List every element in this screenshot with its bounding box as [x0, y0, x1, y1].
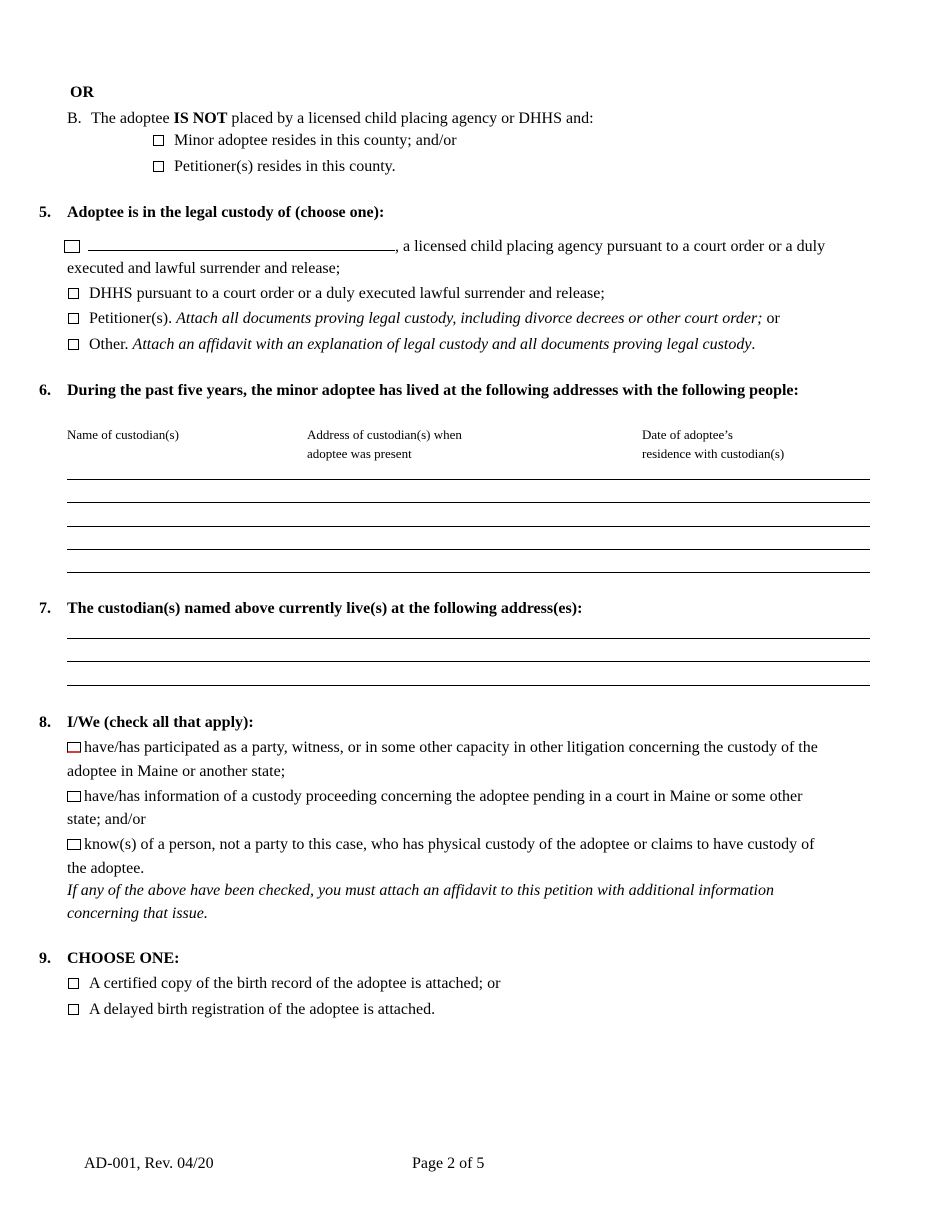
section-b-text: B. The adoptee IS NOT placed by a licensed child placing agency or DHHS and: [67, 110, 594, 127]
custodian-entry-line[interactable] [67, 479, 870, 480]
s8-option-person: know(s) of a person, not a party to this case, who has physical custody of the adoptee or claims to have custody of [67, 836, 814, 854]
custodian-entry-line[interactable] [67, 526, 870, 527]
page-number: Page 2 of 5 [412, 1155, 485, 1172]
custodian-entry-line[interactable] [67, 549, 870, 550]
col-header-name: Name of custodian(s) [67, 427, 179, 442]
b-letter: B. [67, 110, 82, 127]
section-5-heading: Adoptee is in the legal custody of (choose one): [67, 204, 385, 221]
section-9-heading: CHOOSE ONE: [67, 950, 180, 967]
s8-option-proceeding: have/has information of a custody proceeding concerning the adoptee pending in a court in Maine or some other [67, 788, 802, 806]
s9-option-certified: A certified copy of the birth record of the adoptee is attached; or [68, 975, 500, 993]
section-9-number: 9. [39, 950, 51, 967]
s8-note-l2: concerning that issue. [67, 905, 208, 922]
section-5-number: 5. [39, 204, 51, 221]
or-label: OR [70, 84, 94, 101]
checkbox[interactable] [67, 839, 81, 850]
checkbox[interactable] [67, 791, 81, 802]
col-header-date-l1: Date of adoptee’s [642, 427, 733, 442]
section-8-heading: I/We (check all that apply): [67, 714, 254, 731]
checkbox[interactable] [153, 135, 164, 146]
checkbox[interactable] [67, 742, 81, 753]
agency-name-blank[interactable] [88, 236, 395, 251]
form-id: AD-001, Rev. 04/20 [84, 1155, 214, 1172]
s8-option-person-cont: the adoptee. [67, 860, 145, 877]
section-6-heading: During the past five years, the minor adoptee has lived at the following addresses with the following people: [67, 382, 799, 399]
section-7-heading: The custodian(s) named above currently live(s) at the following address(es): [67, 600, 583, 617]
section-6-number: 6. [39, 382, 51, 399]
address-entry-line[interactable] [67, 661, 870, 662]
s5-option-dhhs: DHHS pursuant to a court order or a duly executed lawful surrender and release; [68, 285, 605, 303]
col-header-date-l2: residence with custodian(s) [642, 446, 785, 461]
checkbox[interactable] [153, 161, 164, 172]
checkbox[interactable] [68, 288, 79, 299]
checkbox[interactable] [68, 1004, 79, 1015]
checkbox[interactable] [68, 978, 79, 989]
custodian-entry-line[interactable] [67, 502, 870, 503]
s5-option-other: Other. Attach an affidavit with an explanation of legal custody and all documents proving legal custody. [68, 336, 755, 354]
custodian-entry-line[interactable] [67, 572, 870, 573]
address-entry-line[interactable] [67, 685, 870, 686]
b-option-county-minor: Minor adoptee resides in this county; and/or [153, 132, 457, 150]
s8-option-litigation-cont: adoptee in Maine or another state; [67, 763, 286, 780]
section-8-number: 8. [39, 714, 51, 731]
col-header-address-l2: adoptee was present [307, 446, 412, 461]
s5-option-petitioners: Petitioner(s). Attach all documents proving legal custody, including divorce decrees or other court order; or [68, 310, 780, 328]
s8-option-litigation: have/has participated as a party, witness, or in some other capacity in other litigation concerning the custody of the [67, 739, 818, 757]
checkbox[interactable] [68, 313, 79, 324]
checkbox[interactable] [64, 240, 80, 253]
s8-option-proceeding-cont: state; and/or [67, 811, 146, 828]
col-header-address-l1: Address of custodian(s) when [307, 427, 462, 442]
checkbox[interactable] [68, 339, 79, 350]
s9-option-delayed: A delayed birth registration of the adoptee is attached. [68, 1001, 435, 1019]
is-not-emphasis: IS NOT [173, 110, 228, 127]
section-7-number: 7. [39, 600, 51, 617]
s5-option-agency: , a licensed child placing agency pursuant to a court order or a duly [64, 236, 825, 256]
s5-option-agency-cont: executed and lawful surrender and release; [67, 260, 341, 277]
s8-note-l1: If any of the above have been checked, you must attach an affidavit to this petition with additional information [67, 882, 774, 899]
address-entry-line[interactable] [67, 638, 870, 639]
b-option-county-petitioner: Petitioner(s) resides in this county. [153, 158, 396, 176]
